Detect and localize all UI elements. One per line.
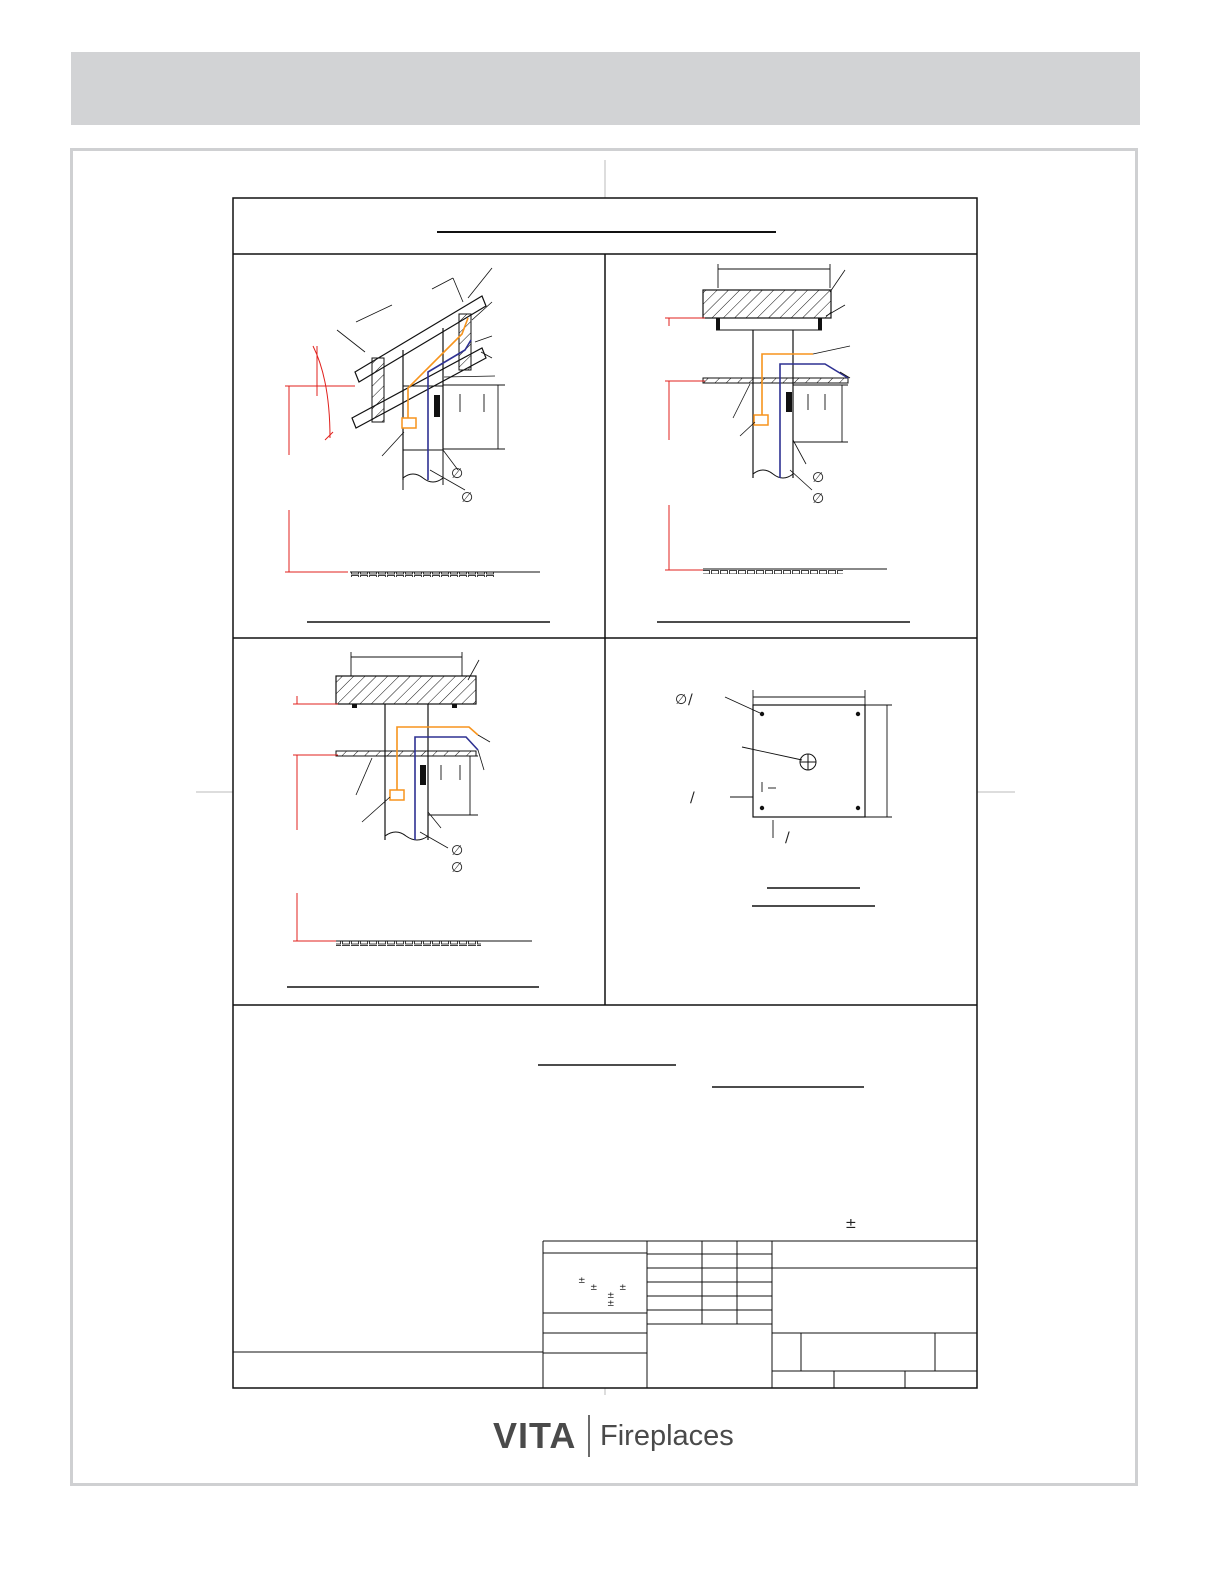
detail-mounting-plate — [675, 690, 892, 906]
tolerance-mark-e: ± — [607, 1299, 615, 1309]
diameter-symbol-3a: ∅ — [451, 843, 464, 859]
diameter-symbol-2b: ∅ — [812, 491, 825, 507]
diameter-symbol-4: ∅ — [675, 692, 688, 708]
tolerance-mark-a: ± — [578, 1276, 586, 1286]
diameter-symbol-1b: ∅ — [461, 490, 474, 506]
tolerance-mark-c: ± — [619, 1283, 627, 1293]
brand-logo — [493, 1413, 753, 1461]
brand-name: VITA — [493, 1415, 577, 1456]
tolerance-symbol: ± — [845, 1216, 857, 1232]
brand-product: Fireplaces — [600, 1420, 734, 1452]
tolerance-mark-d: ± — [607, 1291, 615, 1301]
slash-mark-4b: / — [690, 790, 695, 806]
slash-mark-4a: / — [688, 692, 693, 708]
diameter-symbol-2a: ∅ — [812, 470, 825, 486]
tolerance-mark-b: ± — [590, 1283, 598, 1293]
diameter-symbol-3b: ∅ — [451, 860, 464, 876]
title-block — [233, 1241, 977, 1388]
detail-sloped-ceiling — [285, 268, 550, 622]
diameter-symbol-1a: ∅ — [451, 466, 464, 482]
brand-separator — [588, 1415, 590, 1457]
slash-mark-4c: / — [785, 830, 790, 846]
detail-flat-ceiling-joist — [657, 264, 910, 622]
detail-flat-ceiling — [287, 652, 539, 987]
